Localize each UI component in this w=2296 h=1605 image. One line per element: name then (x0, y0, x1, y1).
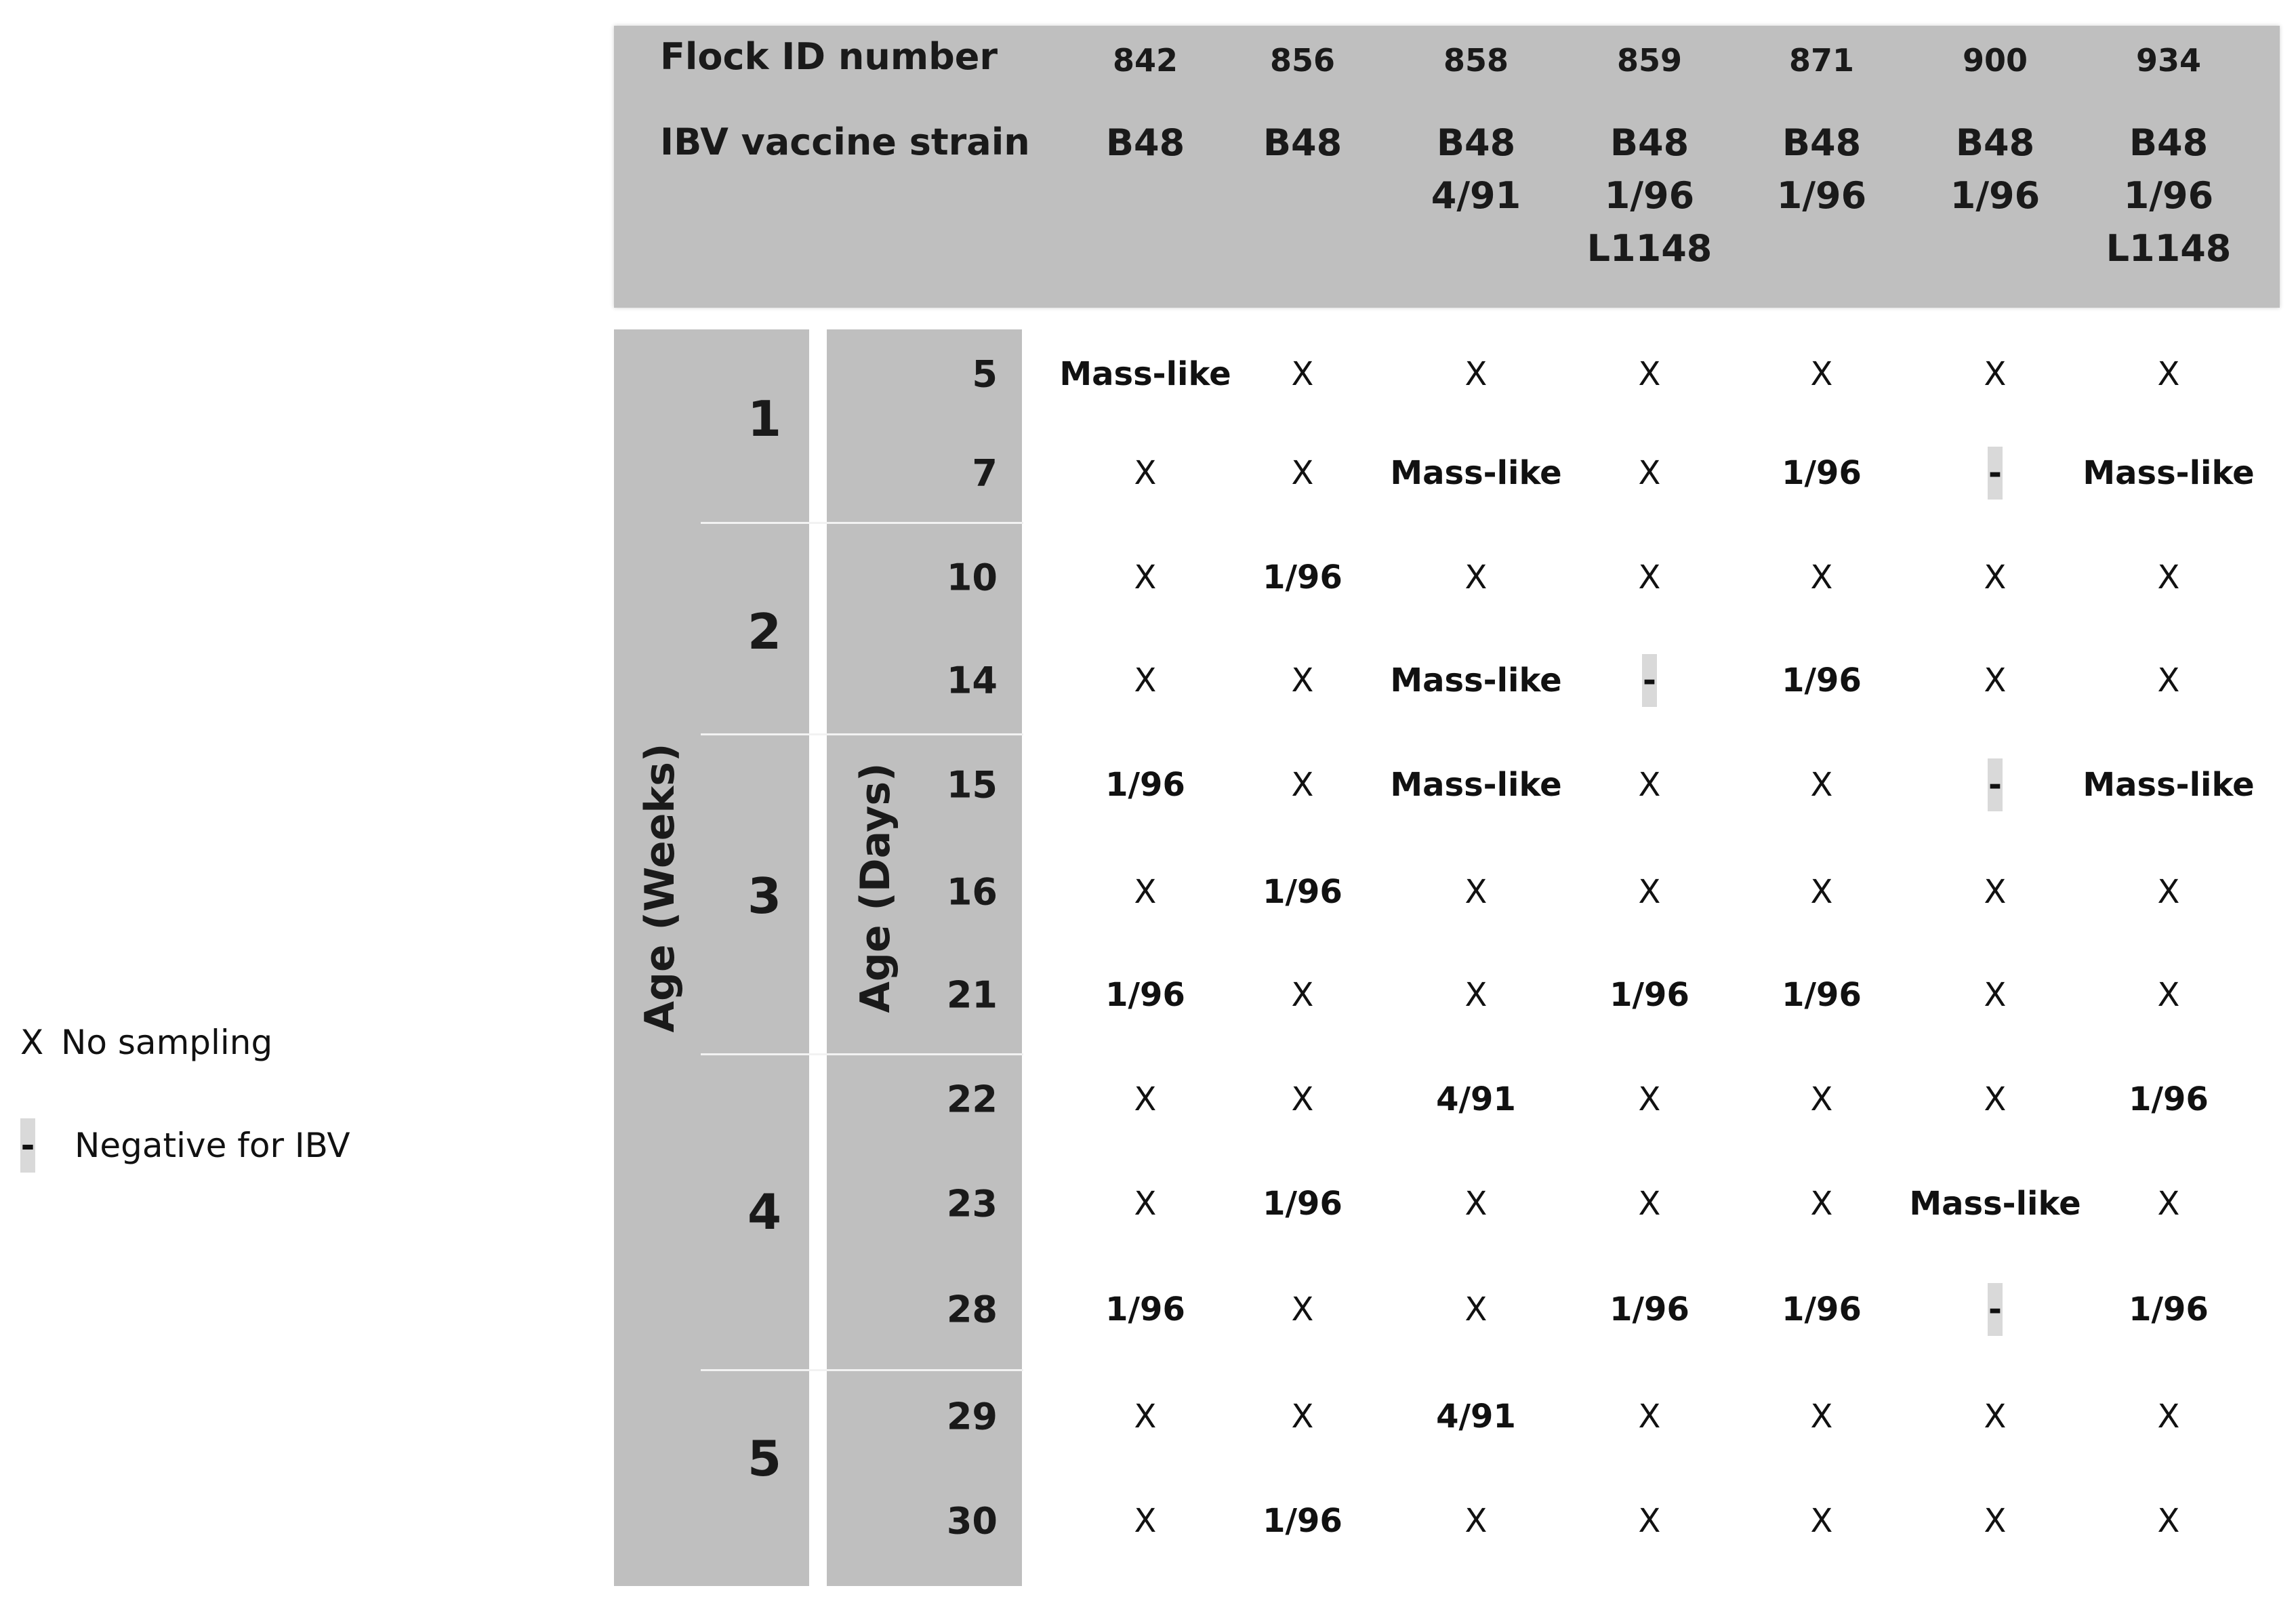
cell-no-sampling: X (1291, 662, 1314, 699)
cell-no-sampling: X (1984, 1398, 2007, 1436)
flock-id-label: Flock ID number (660, 35, 998, 78)
strain-name: 1/96 (1950, 174, 2041, 217)
cell-strain-result: 4/91 (1436, 1080, 1516, 1118)
flock-id: 858 (1443, 42, 1509, 79)
cell-no-sampling: X (1638, 1502, 1661, 1540)
cell-strain-result: 1/96 (1782, 454, 1862, 492)
day-number: 21 (946, 973, 998, 1017)
flock-strain-list (1568, 117, 1731, 275)
cell-strain-result: 1/96 (2129, 1291, 2209, 1328)
cell-no-sampling: X (1810, 558, 1833, 596)
strain-name: B48 (1263, 121, 1342, 164)
cell-negative (1907, 758, 2083, 811)
week-number: 5 (747, 1430, 782, 1487)
cell-no-sampling: X (1134, 558, 1157, 596)
day-number: 30 (946, 1499, 998, 1543)
legend-negative (20, 1125, 350, 1166)
cell-no-sampling: X (1810, 1502, 1833, 1540)
cell-strain-result: 1/96 (2129, 1080, 2209, 1118)
cell-no-sampling: X (1134, 1185, 1157, 1223)
cell-no-sampling: X (2157, 873, 2180, 911)
day-number: 14 (946, 659, 998, 702)
cell-no-sampling: X (2157, 355, 2180, 393)
cell-no-sampling: X (2157, 1502, 2180, 1540)
cell-no-sampling: X (1984, 1502, 2007, 1540)
week-number: 4 (747, 1183, 782, 1240)
strain-name: B48 (1436, 121, 1516, 164)
cell-strain-result: 1/96 (1782, 1291, 1862, 1328)
strain-name: B48 (1610, 121, 1689, 164)
strain-name: 1/96 (2123, 174, 2214, 217)
cell-strain-result: 4/91 (1436, 1398, 1516, 1436)
cell-strain-result: 1/96 (1105, 1291, 1185, 1328)
strain-name: 1/96 (1776, 174, 1867, 217)
strain-name: L1148 (2106, 227, 2232, 270)
week-number: 2 (747, 603, 782, 660)
cell-no-sampling: X (1134, 1080, 1157, 1118)
cell-no-sampling: X (1464, 976, 1488, 1014)
week-divider (701, 522, 1023, 524)
cell-strain-result: Mass-like (2083, 454, 2255, 492)
cell-no-sampling: X (1291, 1080, 1314, 1118)
day-number: 15 (946, 763, 998, 807)
strain-name: B48 (1782, 121, 1862, 164)
cell-strain-result: Mass-like (1390, 766, 1562, 804)
cell-strain-result: 1/96 (1782, 976, 1862, 1014)
cell-no-sampling: X (2157, 558, 2180, 596)
cell-strain-result: 1/96 (1263, 558, 1342, 596)
cell-no-sampling: X (2157, 1398, 2180, 1436)
cell-no-sampling: X (1810, 1185, 1833, 1223)
negative-mark: - (1642, 654, 1657, 707)
day-number: 16 (946, 870, 998, 914)
cell-no-sampling: X (1291, 454, 1314, 492)
strain-name: B48 (2129, 121, 2209, 164)
cell-strain-result: Mass-like (1909, 1185, 2081, 1223)
week-divider (701, 1369, 1023, 1371)
cell-no-sampling: X (1134, 873, 1157, 911)
day-number: 5 (972, 352, 998, 396)
cell-strain-result: 1/96 (1782, 662, 1862, 699)
cell-no-sampling: X (1638, 1080, 1661, 1118)
cell-no-sampling: X (1291, 355, 1314, 393)
cell-strain-result: Mass-like (1390, 662, 1562, 699)
flock-id: 856 (1269, 42, 1336, 79)
cell-strain-result: Mass-like (2083, 766, 2255, 804)
weeks-axis-label: Age (Weeks) (636, 743, 684, 1033)
strain-name: 1/96 (1604, 174, 1695, 217)
week-number: 3 (747, 868, 782, 925)
cell-no-sampling: X (1291, 766, 1314, 804)
cell-no-sampling: X (1464, 1185, 1488, 1223)
cell-no-sampling: X (1464, 1291, 1488, 1328)
cell-strain-result: 1/96 (1105, 766, 1185, 804)
vaccine-strain-label: IBV vaccine strain (660, 121, 1030, 163)
cell-no-sampling: X (2157, 976, 2180, 1014)
legend-no-sampling (20, 1022, 272, 1063)
cell-negative (1907, 447, 2083, 500)
cell-no-sampling: X (1984, 355, 2007, 393)
cell-no-sampling: X (1810, 766, 1833, 804)
legend-dash-symbol: - (20, 1118, 35, 1173)
cell-no-sampling: X (1638, 454, 1661, 492)
cell-no-sampling: X (1984, 976, 2007, 1014)
cell-no-sampling: X (1984, 558, 2007, 596)
flock-id: 842 (1112, 42, 1178, 79)
week-divider (701, 733, 1023, 735)
flock-strain-list (1914, 117, 2076, 222)
cell-no-sampling: X (1810, 355, 1833, 393)
flock-id: 871 (1788, 42, 1855, 79)
day-number: 7 (972, 451, 998, 495)
cell-no-sampling: X (1810, 873, 1833, 911)
flock-strain-list (1740, 117, 1903, 222)
strain-name: B48 (1955, 121, 2035, 164)
cell-strain-result: 1/96 (1610, 1291, 1689, 1328)
cell-strain-result: 1/96 (1105, 976, 1185, 1014)
negative-mark: - (1988, 447, 2003, 500)
cell-negative (1561, 654, 1738, 707)
cell-no-sampling: X (1984, 1080, 2007, 1118)
cell-strain-result: 1/96 (1263, 1502, 1342, 1540)
header-panel (614, 26, 2280, 308)
cell-no-sampling: X (1134, 1502, 1157, 1540)
cell-no-sampling: X (1291, 1291, 1314, 1328)
negative-mark: - (1988, 1283, 2003, 1336)
cell-no-sampling: X (2157, 1185, 2180, 1223)
week-number: 1 (747, 390, 782, 447)
cell-no-sampling: X (1810, 1398, 1833, 1436)
cell-no-sampling: X (1464, 558, 1488, 596)
flock-id: 900 (1962, 42, 2028, 79)
cell-no-sampling: X (1810, 1080, 1833, 1118)
negative-mark: - (1988, 758, 2003, 811)
strain-name: 4/91 (1431, 174, 1521, 217)
day-number: 10 (946, 556, 998, 599)
flock-strain-list (1064, 117, 1227, 169)
cell-no-sampling: X (1291, 976, 1314, 1014)
cell-no-sampling: X (1638, 873, 1661, 911)
cell-no-sampling: X (1464, 1502, 1488, 1540)
cell-strain-result: Mass-like (1059, 355, 1231, 393)
cell-strain-result: 1/96 (1263, 1185, 1342, 1223)
cell-no-sampling: X (1638, 355, 1661, 393)
cell-no-sampling: X (1134, 454, 1157, 492)
day-number: 28 (946, 1288, 998, 1331)
flock-strain-list (1395, 117, 1557, 222)
flock-id: 934 (2135, 42, 2202, 79)
cell-no-sampling: X (1291, 1398, 1314, 1436)
cell-no-sampling: X (1134, 662, 1157, 699)
flock-strain-list (1221, 117, 1384, 169)
day-number: 22 (946, 1078, 998, 1121)
cell-no-sampling: X (1464, 355, 1488, 393)
day-number: 23 (946, 1182, 998, 1225)
flock-strain-list (2087, 117, 2250, 275)
strain-name: B48 (1105, 121, 1185, 164)
cell-no-sampling: X (1134, 1398, 1157, 1436)
cell-no-sampling: X (1638, 766, 1661, 804)
flock-id: 859 (1616, 42, 1683, 79)
cell-no-sampling: X (1638, 1398, 1661, 1436)
cell-no-sampling: X (1984, 662, 2007, 699)
cell-strain-result: 1/96 (1610, 976, 1689, 1014)
legend-no-sampling-label: No sampling (61, 1023, 273, 1062)
legend-x-symbol: X (20, 1023, 44, 1062)
cell-no-sampling: X (1464, 873, 1488, 911)
legend-negative-label: Negative for IBV (75, 1126, 350, 1165)
cell-strain-result: Mass-like (1390, 454, 1562, 492)
cell-no-sampling: X (1984, 873, 2007, 911)
strain-name: L1148 (1586, 227, 1713, 270)
cell-no-sampling: X (2157, 662, 2180, 699)
cell-no-sampling: X (1638, 1185, 1661, 1223)
days-axis-label: Age (Days) (852, 763, 899, 1013)
day-number: 29 (946, 1395, 998, 1438)
cell-negative (1907, 1283, 2083, 1336)
cell-no-sampling: X (1638, 558, 1661, 596)
week-divider (701, 1053, 1023, 1055)
cell-strain-result: 1/96 (1263, 873, 1342, 911)
